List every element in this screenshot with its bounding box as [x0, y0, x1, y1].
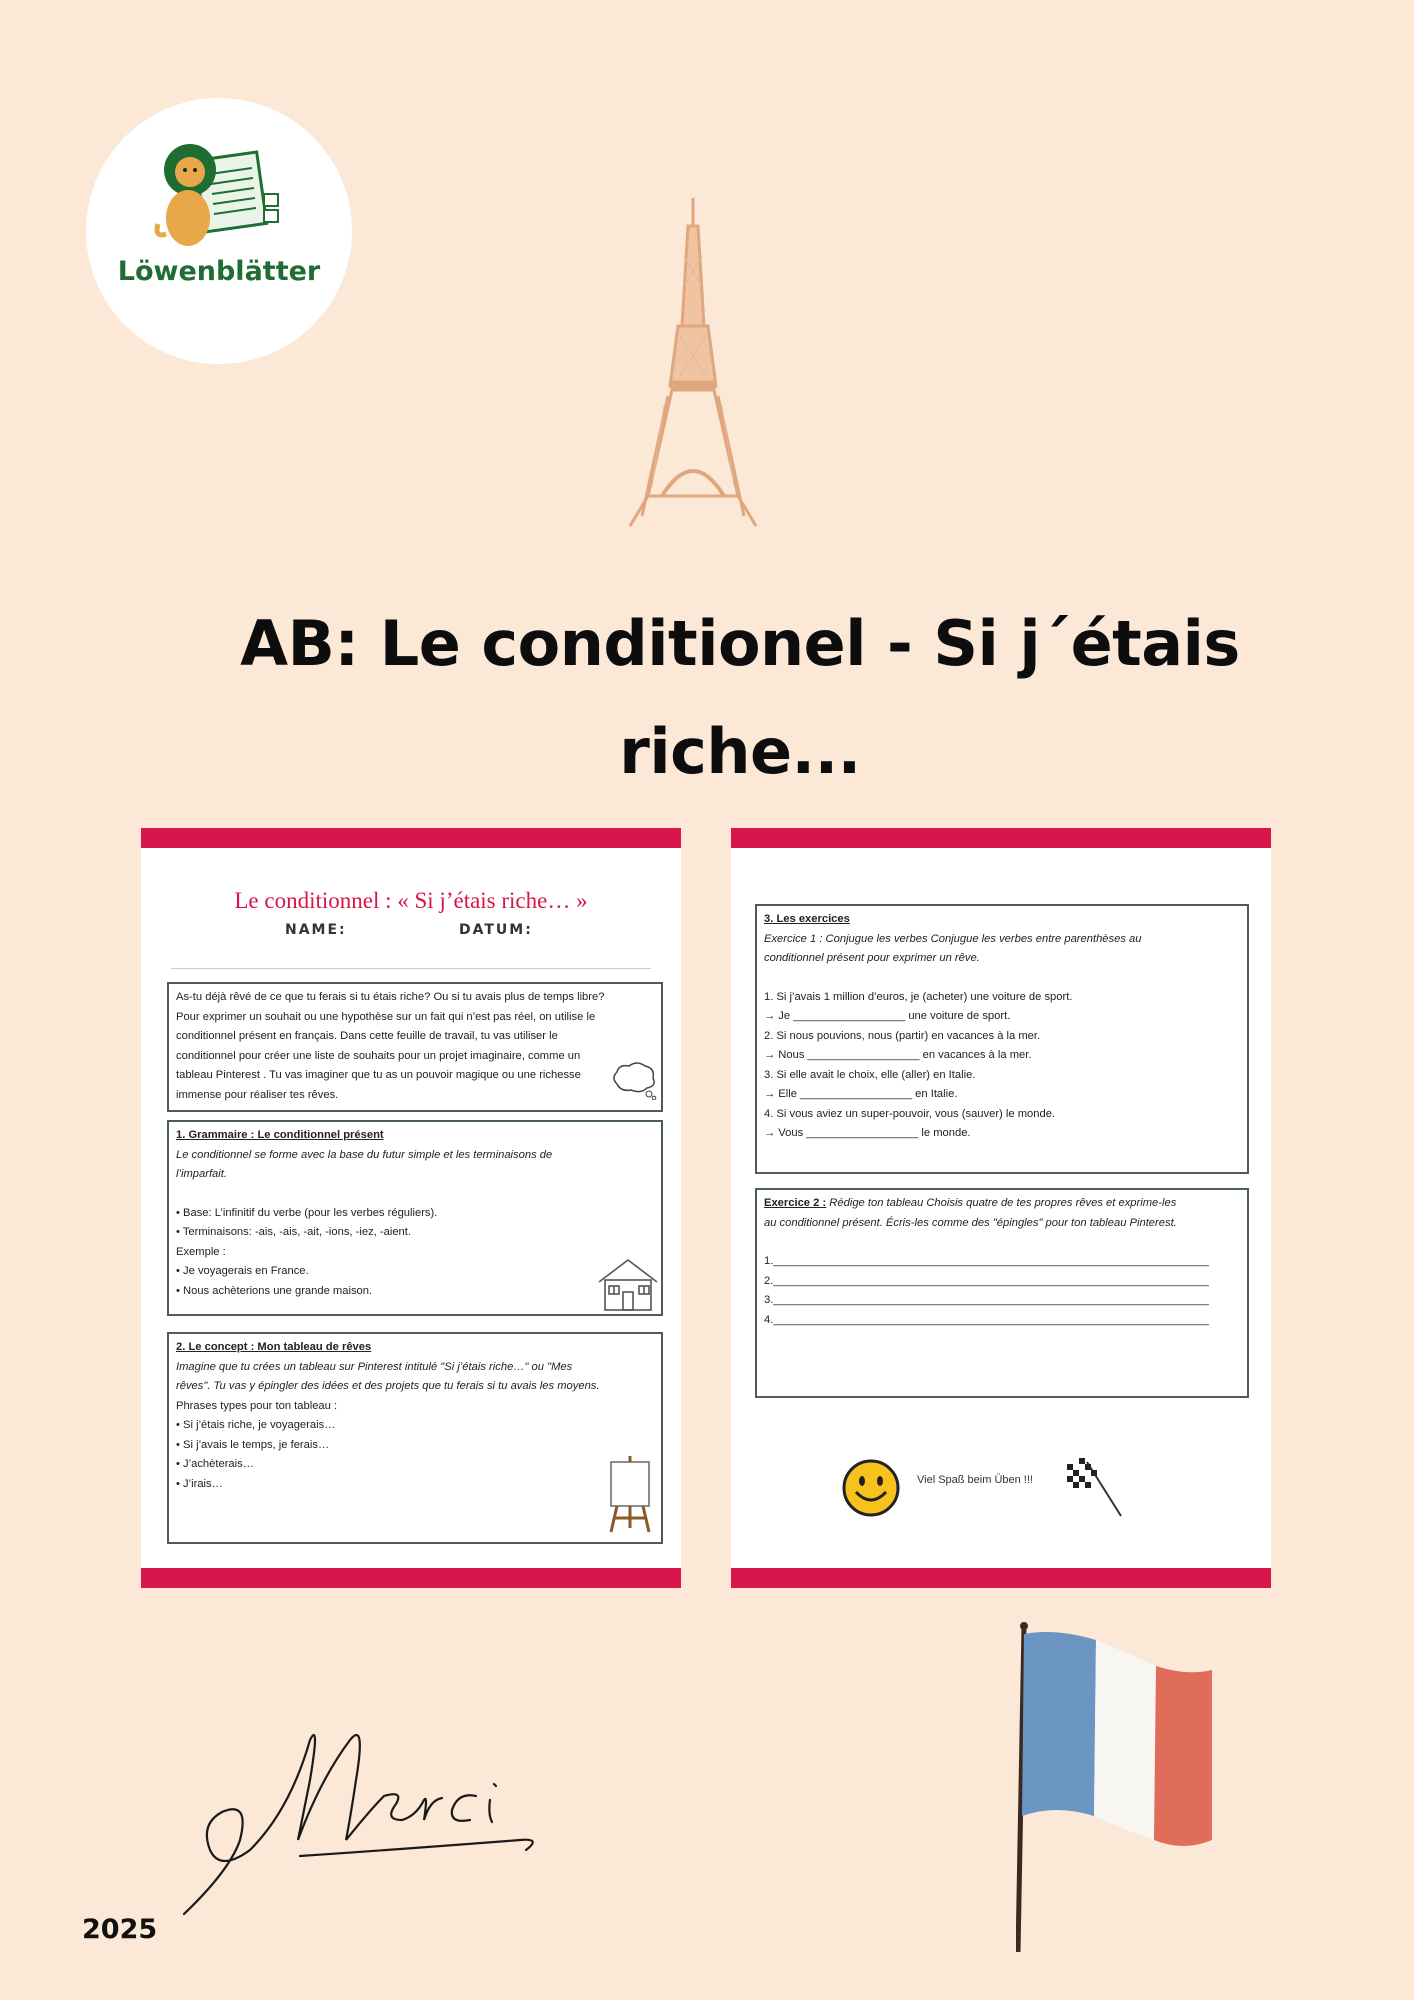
eiffel-tower-icon [628, 196, 758, 530]
thought-bubble-icon [609, 1060, 657, 1100]
concept-intro: rêves". Tu vas y épingler des idées et des projets que tu ferais si tu avais les moyens. [176, 1380, 600, 1392]
red-bar-bottom [141, 1568, 681, 1588]
intro-line: immense pour réaliser tes rêves. [176, 1088, 339, 1101]
worksheet-page-right [731, 828, 1271, 1588]
checkered-flag-icon [1063, 1454, 1125, 1518]
name-label: NAME: [285, 922, 347, 938]
exercise-line: → Elle __________________ en Italie. [764, 1088, 958, 1100]
exercise-2-text: au conditionnel présent. Écris-les comme des "épingles" pour ton tableau Pinterest. [764, 1216, 1177, 1229]
merci-script [170, 1700, 540, 1920]
title-line-1: AB: Le conditionel - Si j´étais [240, 607, 1240, 680]
grammar-endings: • Terminaisons: -ais, -ais, -ait, -ions, -iez, -aient. [176, 1226, 411, 1238]
main-title [100, 590, 1380, 806]
grammar-box [167, 1120, 663, 1316]
exercise-line: 1. Si j’avais 1 million d’euros, je (acheter) une voiture de sport. [764, 990, 1073, 1003]
exercises-heading: 3. Les exercices [764, 913, 850, 925]
red-bar-bottom [731, 1568, 1271, 1588]
house-icon [597, 1256, 659, 1312]
concept-box [167, 1332, 663, 1544]
easel-icon [607, 1454, 653, 1534]
concept-intro: Imagine que tu crées un tableau sur Pinterest intitulé "Si j’étais riche…" ou "Mes [176, 1360, 573, 1373]
intro-line: As-tu déjà rêvé de ce que tu ferais si tu étais riche? Ou si tu avais plus de temps libre? [176, 991, 605, 1003]
exercise-line: 4. Si vous aviez un super-pouvoir, vous (sauver) le monde. [764, 1107, 1056, 1120]
grammar-intro: l’imparfait. [176, 1168, 227, 1180]
intro-line: conditionnel pour créer une liste de souhaits pour un projet imaginaire, comme un [176, 1049, 581, 1062]
example-label: Exemple : [176, 1245, 226, 1258]
lion-logo-icon [152, 138, 286, 258]
grammar-base: • Base: L’infinitif du verbe (pour les verbes réguliers). [176, 1206, 438, 1219]
exercise-line: → Vous __________________ le monde. [764, 1127, 971, 1139]
worksheet-page-left [141, 828, 681, 1588]
phrase-item: • J’achèterais… [176, 1458, 254, 1470]
logo-badge [86, 98, 352, 364]
example-item: • Je voyagerais en France. [176, 1265, 309, 1277]
phrase-item: • Si j’avais le temps, je ferais… [176, 1438, 330, 1451]
exercise-2-label: Exercice 2 : [764, 1197, 827, 1209]
datum-label: DATUM: [459, 922, 533, 938]
exercise-line: 3. Si elle avait le choix, elle (aller) en Italie. [764, 1068, 976, 1081]
exercise-1-box [755, 904, 1249, 1174]
exercise-1-intro: Exercice 1 : Conjugue les verbes Conjugue les verbes entre parenthèses au [764, 932, 1142, 945]
answer-line[interactable]: 4.______________________________________________________________________ [764, 1313, 1209, 1326]
exercise-1-intro: conditionnel présent pour exprimer un rêve. [764, 952, 980, 964]
example-item: • Nous achèterions une grande maison. [176, 1284, 373, 1297]
exercise-line: 2. Si nous pouvions, nous (partir) en vacances à la mer. [764, 1029, 1041, 1042]
answer-line[interactable]: 3.______________________________________________________________________ [764, 1294, 1209, 1306]
footer-text: Viel Spaß beim Üben !!! [917, 1474, 1033, 1486]
worksheet-title: Le conditionnel : « Si j’étais riche… » [234, 888, 588, 913]
merci-text: Merci [170, 1700, 173, 1701]
year: 2025 [82, 1914, 158, 1945]
red-bar-top [731, 828, 1271, 848]
phrase-item: • J’irais… [176, 1477, 223, 1490]
exercise-line: → Nous __________________ en vacances à la mer. [764, 1049, 1032, 1061]
exercise-2-text: Rédige ton tableau Choisis quatre de tes propres rêves et exprime-les [826, 1197, 1177, 1209]
smiley-icon [841, 1458, 901, 1518]
logo-text: Löwenblätter [117, 256, 321, 287]
intro-line: Pour exprimer un souhait ou une hypothèse sur un fait qui n’est pas réel, on utilise le [176, 1010, 596, 1023]
intro-line: tableau Pinterest . Tu vas imaginer que tu as un pouvoir magique ou une richesse [176, 1069, 581, 1081]
exercise-line: → Je __________________ une voiture de sport. [764, 1010, 1011, 1022]
concept-heading: 2. Le concept : Mon tableau de rêves [176, 1341, 372, 1353]
grammar-heading: 1. Grammaire : Le conditionnel présent [176, 1129, 384, 1141]
answer-line[interactable]: 2.______________________________________________________________________ [764, 1274, 1209, 1287]
exercise-2-box [755, 1188, 1249, 1398]
phrase-item: • Si j’étais riche, je voyagerais… [176, 1419, 336, 1431]
red-bar-top [141, 828, 681, 848]
intro-line: conditionnel présent en français. Dans cette feuille de travail, tu vas utiliser le [176, 1030, 558, 1042]
title-line-2: riche... [619, 715, 861, 788]
phrases-label: Phrases types pour ton tableau : [176, 1399, 338, 1412]
grammar-intro: Le conditionnel se forme avec la base du futur simple et les terminaisons de [176, 1148, 553, 1161]
answer-line[interactable]: 1.______________________________________________________________________ [764, 1255, 1209, 1267]
intro-box [167, 982, 663, 1112]
divider [171, 968, 651, 969]
french-flag-icon [1016, 1620, 1224, 1956]
